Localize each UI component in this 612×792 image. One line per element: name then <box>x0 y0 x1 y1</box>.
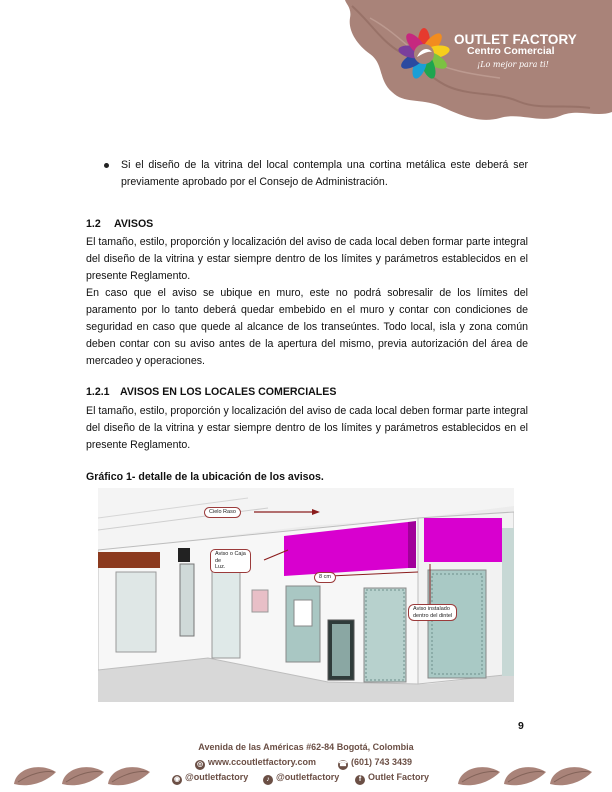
footer-phone-text: (601) 743 3439 <box>351 757 413 767</box>
magenta-sign-right <box>424 518 502 562</box>
footer-facebook[interactable] <box>355 772 429 785</box>
label-instalado-line-2: dentro del dintel <box>413 612 453 619</box>
brand-subtitle: Centro Comercial <box>467 45 555 57</box>
brand-slogan: ¡Lo mejor para ti! <box>477 60 549 69</box>
bullet-dot <box>104 163 109 168</box>
figure-caption: Gráfico 1- detalle de la ubicación de los avisos. <box>86 471 324 483</box>
bullet-text: Si el diseño de la vitrina del local contempla una cortina metálica este deberá ser previamente aprobado por el Consejo de Administración. <box>121 159 528 188</box>
section-number: 1.2 <box>86 218 101 230</box>
brown-sign <box>98 552 160 568</box>
signage-location-figure <box>98 488 514 702</box>
label-caja-line-3: Luz. <box>215 564 226 570</box>
label-cielo-raso: Cielo Raso <box>204 507 241 518</box>
section-heading-1-2 <box>86 218 153 230</box>
phone-icon: ☎ <box>338 761 348 768</box>
footer-instagram-text: @outletfactory <box>185 772 249 782</box>
footer-web[interactable] <box>195 757 316 770</box>
footer-tiktok[interactable] <box>263 772 339 785</box>
paragraph-1-2-b: En caso que el aviso se ubique en muro, este no podrá sobresalir de los límites del paramento por lo tanto deberá quedar embebido en el muro y contar con condiciones de seguridad en caso que quede al alcance de los transeúntes. Todo local, isla y zona común deben contar con su aviso antes de la apertura del mismo, previa autorización del área de mercadeo y operaciones. <box>86 287 528 367</box>
section-number: 1.2.1 <box>86 386 110 398</box>
label-caja-line-1: Aviso o Caja <box>215 551 246 557</box>
instagram-icon: ◉ <box>173 776 181 783</box>
footer-facebook-text: Outlet Factory <box>368 772 430 782</box>
tiktok-icon: ♪ <box>263 775 273 785</box>
section-title: AVISOS EN LOS LOCALES COMERCIALES <box>120 386 337 398</box>
header-decoration <box>0 0 612 160</box>
brand-title: OUTLET FACTORY <box>454 32 577 47</box>
footer-instagram[interactable] <box>172 772 248 785</box>
paragraph-1-2-a: El tamaño, estilo, proporción y localización del aviso de cada local deben formar parte integral del diseño de la vitrina y estar siempre dentro de los límites y parámetros establecidos en el presente Reglamento. <box>86 236 528 282</box>
page-number: 9 <box>518 720 524 732</box>
paragraph-1-2-1: El tamaño, estilo, proporción y localización del aviso de cada local deben formar parte integral del diseño de la vitrina y estar siempre dentro de los límites y parámetros establecidos en el presente Reglamento. <box>86 405 528 451</box>
section-heading-1-2-1 <box>86 386 336 398</box>
label-aviso-caja-luz <box>210 549 251 573</box>
footer-web-text: www.ccoutletfactory.com <box>208 757 317 767</box>
footer-address: Avenida de las Américas #62-84 Bogotá, Colombia <box>198 742 414 752</box>
label-aviso-instalado <box>408 604 457 621</box>
outlet-factory-logo-icon <box>396 26 452 82</box>
footer-phone[interactable] <box>338 757 412 770</box>
footer-tiktok-text: @outletfactory <box>276 772 340 782</box>
label-8cm: 8 cm <box>314 572 336 583</box>
label-instalado-line-1: Aviso instalado <box>413 606 450 612</box>
label-caja-line-2: de <box>215 557 222 564</box>
globe-icon: ◎ <box>196 761 204 768</box>
facebook-icon: f <box>355 775 365 785</box>
section-title: AVISOS <box>114 218 154 230</box>
